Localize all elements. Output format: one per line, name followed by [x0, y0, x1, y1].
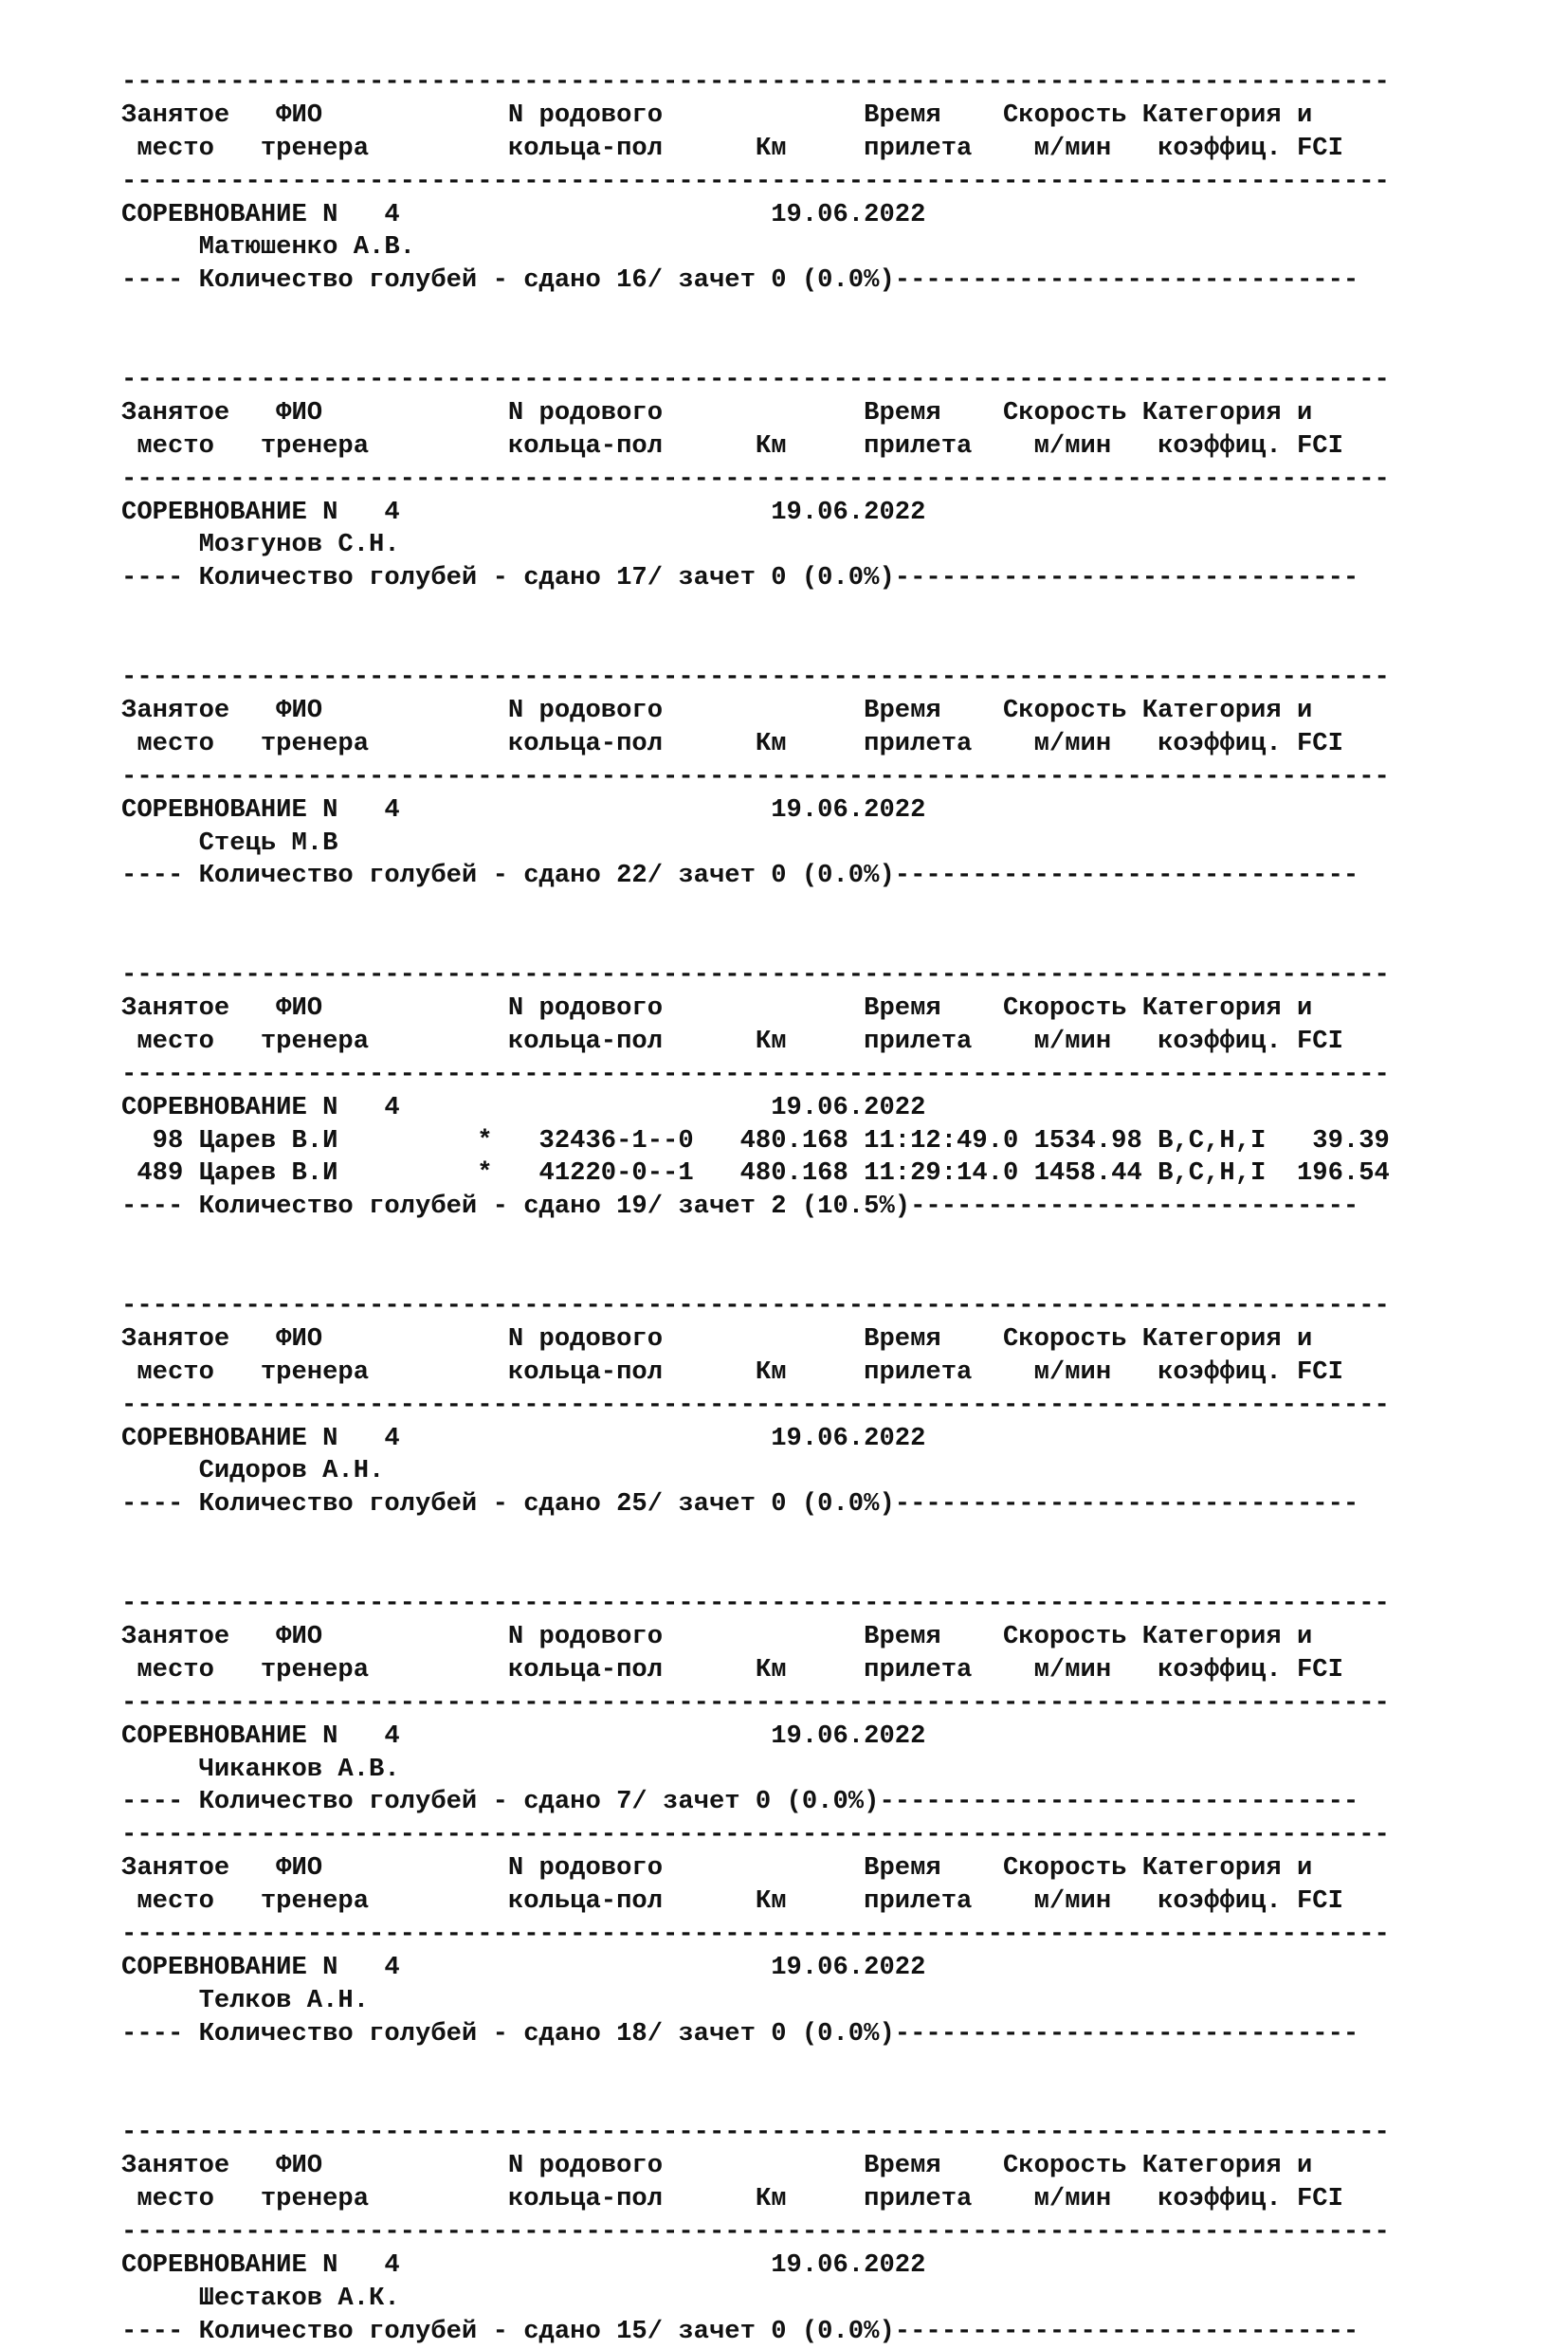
trainer-name: Телков А.Н.: [121, 1985, 370, 2015]
competition-line: СОРЕВНОВАНИЕ N 4 19.06.2022: [121, 794, 926, 825]
competition-line: СОРЕВНОВАНИЕ N 4 19.06.2022: [121, 1721, 926, 1751]
summary-line: ---- Количество голубей - сдано 22/ зачет 0 (0.0%)------------------------------: [121, 861, 1359, 891]
column-header-line-1: Занятое ФИО N родового Время Скорость Категория и: [121, 1323, 1313, 1354]
competition-line: СОРЕВНОВАНИЕ N 4 19.06.2022: [121, 2249, 926, 2280]
race-results-report: [121, 66, 1543, 2349]
result-section: [121, 364, 1543, 595]
column-header-line-1: Занятое ФИО N родового Время Скорость Категория и: [121, 695, 1313, 725]
rule-line: ----------------------------------------------------------------------------------: [121, 761, 1390, 792]
rule-line: ----------------------------------------------------------------------------------: [121, 2118, 1390, 2148]
rule-line: ----------------------------------------------------------------------------------: [121, 1390, 1390, 1420]
competition-line: СОРЕВНОВАНИЕ N 4 19.06.2022: [121, 199, 926, 229]
summary-line: ---- Количество голубей - сдано 19/ зачет 2 (10.5%)-----------------------------: [121, 1192, 1359, 1222]
column-header-line-2: место тренера кольца-пол Км прилета м/мин коэффиц. FCI: [121, 1357, 1343, 1387]
summary-line: ---- Количество голубей - сдано 18/ зачет 0 (0.0%)------------------------------: [121, 2018, 1359, 2049]
rule-line: ----------------------------------------------------------------------------------: [121, 67, 1390, 97]
result-section: [121, 66, 1543, 298]
competition-line: СОРЕВНОВАНИЕ N 4 19.06.2022: [121, 1423, 926, 1453]
result-section: [121, 1588, 1543, 1819]
rule-line: ----------------------------------------------------------------------------------: [121, 663, 1390, 693]
rule-line: ----------------------------------------------------------------------------------: [121, 1919, 1390, 1949]
competition-line: СОРЕВНОВАНИЕ N 4 19.06.2022: [121, 1952, 926, 1982]
summary-line: ---- Количество голубей - сдано 15/ зачет 0 (0.0%)------------------------------: [121, 2316, 1359, 2346]
column-header-line-2: место тренера кольца-пол Км прилета м/мин коэффиц. FCI: [121, 1654, 1343, 1684]
column-header-line-1: Занятое ФИО N родового Время Скорость Категория и: [121, 397, 1313, 428]
column-header-line-2: место тренера кольца-пол Км прилета м/мин коэффиц. FCI: [121, 2184, 1343, 2214]
rule-line: ----------------------------------------------------------------------------------: [121, 166, 1390, 196]
rule-line: ----------------------------------------------------------------------------------: [121, 2216, 1390, 2247]
result-section: [121, 1819, 1543, 2050]
column-header-line-2: место тренера кольца-пол Км прилета м/мин коэффиц. FCI: [121, 1026, 1343, 1056]
trainer-name: Мозгунов С.Н.: [121, 530, 400, 560]
rule-line: ----------------------------------------------------------------------------------: [121, 365, 1390, 395]
rule-line: ----------------------------------------------------------------------------------: [121, 1291, 1390, 1321]
column-header-line-1: Занятое ФИО N родового Время Скорость Категория и: [121, 100, 1313, 130]
trainer-name: Чиканков А.В.: [121, 1754, 400, 1784]
result-row: 489 Царев В.И * 41220-0--1 480.168 11:29:14.0 1458.44 B,C,H,I 196.54: [121, 1158, 1390, 1189]
rule-line: ----------------------------------------------------------------------------------: [121, 1589, 1390, 1619]
result-row: 98 Царев В.И * 32436-1--0 480.168 11:12:49.0 1534.98 B,C,H,I 39.39: [121, 1125, 1390, 1156]
column-header-line-2: место тренера кольца-пол Км прилета м/мин коэффиц. FCI: [121, 133, 1343, 163]
summary-line: ---- Количество голубей - сдано 16/ зачет 0 (0.0%)------------------------------: [121, 265, 1359, 296]
trainer-name: Сидоров А.Н.: [121, 1456, 385, 1486]
result-section: [121, 662, 1543, 893]
column-header-line-1: Занятое ФИО N родового Время Скорость Категория и: [121, 2151, 1313, 2181]
rule-line: ----------------------------------------------------------------------------------: [121, 1059, 1390, 1089]
trainer-name: Стець М.В: [121, 828, 338, 858]
rule-line: ----------------------------------------------------------------------------------: [121, 1687, 1390, 1718]
column-header-line-1: Занятое ФИО N родового Время Скорость Категория и: [121, 1853, 1313, 1884]
result-section: [121, 1290, 1543, 1521]
column-header-line-2: место тренера кольца-пол Км прилета м/мин коэффиц. FCI: [121, 430, 1343, 461]
result-section: [121, 2117, 1543, 2348]
trainer-name: Шестаков А.К.: [121, 2283, 400, 2313]
column-header-line-2: место тренера кольца-пол Км прилета м/мин коэффиц. FCI: [121, 728, 1343, 758]
rule-line: ----------------------------------------------------------------------------------: [121, 1820, 1390, 1850]
trainer-name: Матюшенко А.В.: [121, 232, 415, 263]
competition-line: СОРЕВНОВАНИЕ N 4 19.06.2022: [121, 1092, 926, 1122]
summary-line: ---- Количество голубей - сдано 25/ зачет 0 (0.0%)------------------------------: [121, 1489, 1359, 1520]
result-section: [121, 959, 1543, 1224]
competition-line: СОРЕВНОВАНИЕ N 4 19.06.2022: [121, 497, 926, 527]
column-header-line-2: место тренера кольца-пол Км прилета м/мин коэффиц. FCI: [121, 1886, 1343, 1917]
summary-line: ---- Количество голубей - сдано 17/ зачет 0 (0.0%)------------------------------: [121, 563, 1359, 593]
rule-line: ----------------------------------------------------------------------------------: [121, 960, 1390, 991]
summary-line: ---- Количество голубей - сдано 7/ зачет 0 (0.0%)-------------------------------: [121, 1787, 1359, 1817]
rule-line: ----------------------------------------------------------------------------------: [121, 464, 1390, 494]
column-header-line-1: Занятое ФИО N родового Время Скорость Категория и: [121, 992, 1313, 1023]
column-header-line-1: Занятое ФИО N родового Время Скорость Категория и: [121, 1621, 1313, 1651]
